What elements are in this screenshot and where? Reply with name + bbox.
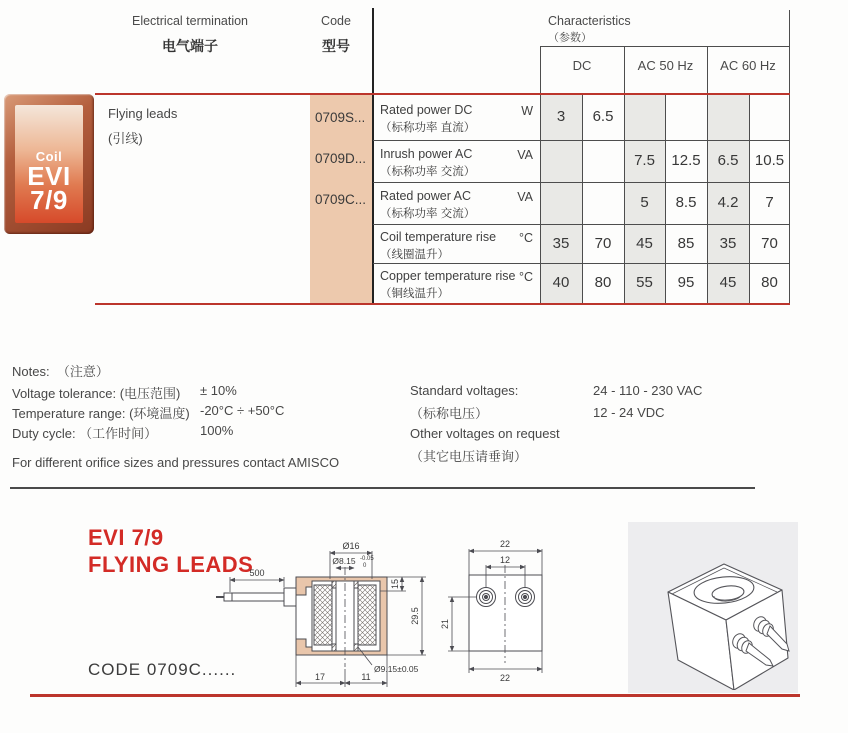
product-subtitle: FLYING LEADS: [88, 552, 254, 577]
dim-bottom-width-left: 17: [314, 672, 326, 682]
badge-coil-label: Coil: [35, 148, 63, 164]
isometric-coil-drawing: [636, 540, 792, 690]
coil-body-section: [296, 567, 387, 667]
column-header-ac60: AC 60 Hz: [720, 58, 776, 73]
dim-inner-dia-tol-upper: -0.05: [360, 556, 374, 562]
dim-bottom-dia: Ø9.15±0.05: [374, 664, 419, 674]
cross-section-drawing: [200, 535, 450, 695]
code-heading: Code: [321, 14, 351, 28]
badge-model-label: EVI: [27, 160, 71, 191]
table-cell: 95: [677, 274, 695, 291]
row-label-zh: （铜线温升）: [380, 288, 449, 300]
product-title: EVI 7/9: [88, 525, 164, 550]
notes-title-en: Notes:: [12, 364, 50, 379]
duty-cycle-value: 100%: [200, 423, 234, 438]
wire-exit-hole: [477, 588, 496, 607]
front-view-drawing: [435, 533, 615, 695]
badge-size-label: 7/9: [30, 185, 68, 216]
dim-height-to-holes: 21: [440, 618, 450, 630]
standard-voltages-vac: 24 - 110 - 230 VAC: [593, 383, 703, 398]
characteristics-heading: Characteristics: [548, 14, 631, 28]
dim-lead-length: 500: [249, 568, 265, 578]
column-box-right-line: [789, 10, 790, 93]
voltage-tolerance-label: Voltage tolerance: (电压范围): [12, 386, 181, 401]
dim-total-height: 29.5: [410, 607, 420, 625]
other-voltages-label-zh: （其它电压请垂询）: [410, 449, 528, 464]
row-label-zh: （标称功率 直流）: [380, 122, 476, 134]
table-cell: 10.5: [754, 152, 785, 169]
code-heading-zh: 型号: [322, 38, 350, 54]
product-code-line: CODE 0709C......: [88, 660, 237, 679]
table-cell: 45: [636, 235, 653, 252]
table-cell: 35: [719, 235, 737, 252]
table-cell: 70: [761, 235, 778, 252]
row-label-zh: （标称功率 交流）: [380, 166, 476, 178]
table-cell: 3: [556, 108, 566, 125]
column-header-dc: DC: [572, 58, 592, 73]
termination-label: Flying leads: [108, 106, 178, 121]
temperature-range-label: Temperature range: (环境温度): [12, 406, 190, 421]
code-value: 0709S...: [315, 110, 366, 125]
table-cell: 5: [640, 194, 649, 211]
table-cell: 6.5: [592, 108, 614, 125]
coil-evi-badge: [4, 94, 94, 234]
column-box-top-line: [540, 46, 790, 47]
row-unit: °C: [518, 270, 533, 284]
table-bottom-border: [95, 303, 790, 305]
dim-inner-dia: Ø8.15: [332, 556, 356, 566]
table-top-border: [95, 93, 790, 95]
dim-overall-width: 22: [499, 539, 511, 549]
electrical-termination-heading-zh: 电气端子: [162, 38, 218, 54]
other-voltages-label: Other voltages on request: [410, 426, 560, 441]
table-cell: 80: [761, 274, 778, 291]
electrical-termination-heading: Electrical termination: [131, 14, 248, 28]
code-value: 0709D...: [315, 151, 367, 166]
dim-flange-height: 15: [390, 578, 400, 590]
notes-title: [12, 361, 109, 380]
row-label: Rated power DC: [380, 103, 473, 117]
front-view-body: [469, 565, 542, 663]
table-cell: 4.2: [717, 194, 739, 211]
duty-cycle-label: Duty cycle: （工作时间）: [12, 426, 158, 441]
table-cell: 6.5: [717, 152, 739, 169]
row-label-zh: （标称功率 交流）: [380, 208, 476, 220]
column-header-ac50: AC 50 Hz: [637, 58, 694, 73]
wire-exit-hole: [516, 588, 535, 607]
characteristics-heading-zh: （参数）: [548, 32, 592, 44]
row-unit: VA: [517, 190, 533, 204]
table-cell: 8.5: [675, 194, 697, 211]
table-cell: 40: [552, 274, 570, 291]
row-label: Inrush power AC: [380, 147, 473, 161]
table-cell: 85: [677, 235, 695, 252]
termination-label-zh: (引线): [108, 131, 143, 146]
lead-wire: [216, 588, 296, 606]
row-label: Copper temperature rise: [380, 269, 516, 283]
dim-overall-width-bottom: 22: [499, 673, 511, 683]
section-divider: [10, 487, 755, 489]
standard-voltages-label: Standard voltages:: [410, 383, 519, 398]
notes-title-zh: （注意）: [56, 364, 109, 379]
row-unit: VA: [517, 148, 533, 162]
dim-hole-spacing: 12: [499, 555, 511, 565]
voltage-tolerance-value: ± 10%: [200, 383, 237, 398]
table-cell: 55: [636, 274, 653, 291]
row-unit: °C: [518, 231, 533, 245]
dim-inner-dia-tol-lower: 0: [363, 563, 367, 569]
row-label: Rated power AC: [380, 189, 472, 203]
table-cell: 7: [765, 194, 774, 211]
dim-outer-dia: Ø16: [342, 541, 360, 551]
row-label-zh: （线圈温升）: [380, 249, 449, 261]
dim-bottom-width-right: 11: [361, 672, 371, 682]
row-label: Coil temperature rise: [380, 230, 497, 244]
table-cell: 80: [594, 274, 612, 291]
standard-voltages-label-zh: （标称电压）: [410, 406, 489, 421]
table-cell: 70: [594, 235, 612, 252]
table-cell: 7.5: [634, 152, 655, 169]
standard-voltages-vdc: 12 - 24 VDC: [593, 405, 665, 420]
code-value: 0709C...: [315, 192, 367, 207]
temperature-range-value: -20°C ÷ +50°C: [200, 403, 285, 418]
table-cell: 45: [719, 274, 737, 291]
table-cell: 12.5: [671, 152, 701, 169]
row-unit: W: [521, 104, 533, 118]
orifice-note: For different orifice sizes and pressures contact AMISCO: [12, 455, 340, 470]
table-cell: 35: [552, 235, 570, 252]
coil-evi-badge-face: [15, 105, 83, 223]
